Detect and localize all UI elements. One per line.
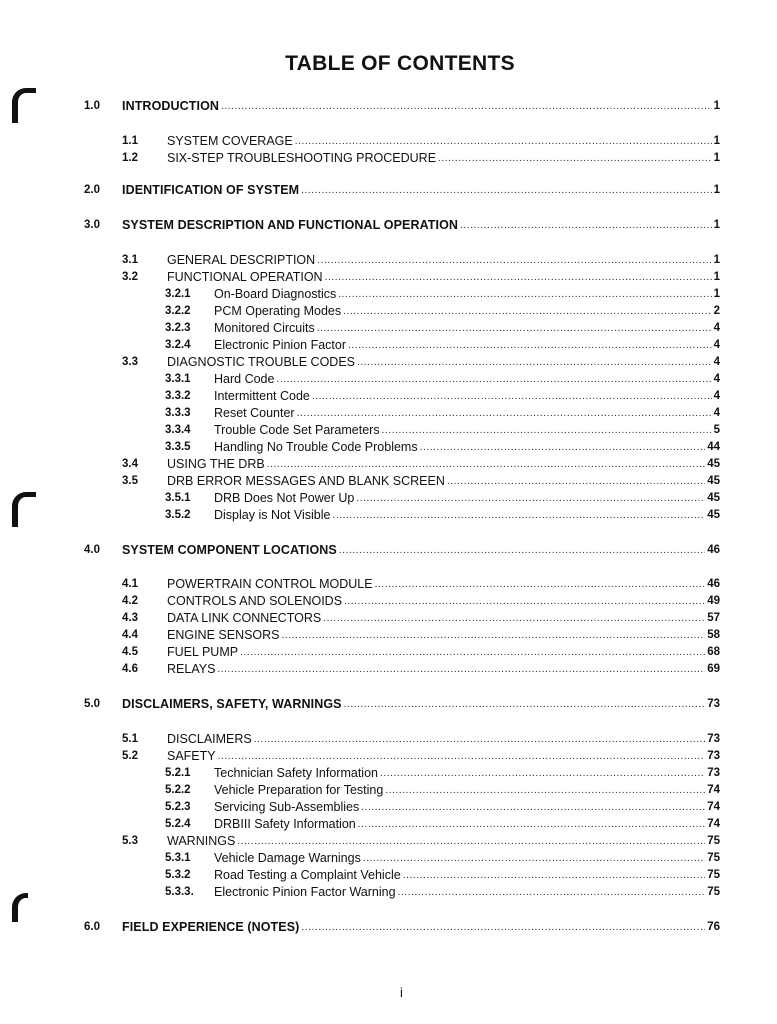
toc-number: 5.2.4 — [165, 818, 191, 830]
toc-number: 5.3.3. — [165, 886, 194, 898]
toc-number: 3.4 — [122, 458, 138, 470]
toc-number: 3.2.2 — [165, 305, 191, 317]
toc-page-number: 75 — [707, 869, 720, 881]
dot-leader — [301, 922, 705, 934]
toc-page-number: 74 — [707, 784, 720, 796]
toc-number: 5.3 — [122, 835, 138, 847]
dot-leader — [356, 493, 705, 505]
toc-entry[interactable] — [167, 832, 720, 848]
toc-label: FIELD EXPERIENCE (NOTES) — [122, 920, 300, 934]
toc-label: Road Testing a Complaint Vehicle — [214, 868, 401, 882]
toc-number: 4.6 — [122, 663, 138, 675]
toc-entry[interactable] — [214, 421, 720, 437]
dot-leader — [380, 768, 705, 780]
toc-entry[interactable] — [122, 541, 720, 557]
toc-page-number: 5 — [713, 424, 720, 436]
toc-entry[interactable] — [167, 660, 720, 676]
dot-leader — [254, 734, 705, 746]
toc-entry[interactable] — [214, 370, 720, 386]
toc-label: Servicing Sub-Assemblies — [214, 800, 360, 814]
toc-entry[interactable] — [167, 730, 720, 746]
toc-page-number: 68 — [707, 646, 720, 658]
toc-number: 3.5 — [122, 475, 138, 487]
toc-label: Trouble Code Set Parameters — [214, 423, 380, 437]
dot-leader — [276, 374, 711, 386]
toc-label: DRBIII Safety Information — [214, 817, 356, 831]
toc-page-number: 2 — [713, 305, 720, 317]
toc-page-number: 45 — [707, 475, 720, 487]
toc-label: Vehicle Damage Warnings — [214, 851, 361, 865]
binder-hole-mark — [12, 88, 36, 123]
toc-page-number: 74 — [707, 801, 720, 813]
toc-number: 3.2.3 — [165, 322, 191, 334]
toc-page-number: 4 — [713, 339, 720, 351]
toc-number: 3.2.4 — [165, 339, 191, 351]
toc-label: DATA LINK CONNECTORS — [167, 611, 322, 625]
toc-label: POWERTRAIN CONTROL MODULE — [167, 577, 373, 591]
toc-page-number: 46 — [707, 544, 720, 556]
toc-entry[interactable] — [214, 438, 720, 454]
toc-number: 4.0 — [84, 544, 100, 556]
toc-page-number: 73 — [707, 733, 720, 745]
dot-leader — [325, 272, 712, 284]
toc-entry[interactable] — [214, 336, 720, 352]
toc-number: 3.3.2 — [165, 390, 191, 402]
toc-entry[interactable] — [167, 747, 720, 763]
toc-number: 3.2.1 — [165, 288, 191, 300]
toc-label: Electronic Pinion Factor — [214, 338, 347, 352]
toc-number: 5.3.1 — [165, 852, 191, 864]
toc-label: DIAGNOSTIC TROUBLE CODES — [167, 355, 355, 369]
dot-leader — [420, 442, 706, 454]
toc-page-number: 49 — [707, 595, 720, 607]
dot-leader — [385, 785, 705, 797]
toc-label: ENGINE SENSORS — [167, 628, 280, 642]
dot-leader — [221, 101, 712, 113]
toc-label: IDENTIFICATION OF SYSTEM — [122, 183, 300, 197]
toc-number: 1.2 — [122, 152, 138, 164]
toc-page-number: 73 — [707, 767, 720, 779]
toc-label: SIX-STEP TROUBLESHOOTING PROCEDURE — [167, 151, 437, 165]
toc-entry[interactable] — [214, 489, 720, 505]
binder-hole-mark — [12, 893, 28, 922]
toc-number: 4.3 — [122, 612, 138, 624]
dot-leader — [348, 340, 712, 352]
toc-label: Electronic Pinion Factor Warning — [214, 885, 396, 899]
dot-leader — [343, 306, 711, 318]
toc-entry[interactable] — [214, 302, 720, 318]
dot-leader — [438, 153, 712, 165]
dot-leader — [217, 664, 705, 676]
toc-number: 3.5.1 — [165, 492, 191, 504]
toc-number: 5.0 — [84, 698, 100, 710]
toc-entry[interactable] — [214, 883, 720, 899]
toc-page-number: 75 — [707, 852, 720, 864]
toc-entry[interactable] — [122, 918, 720, 934]
toc-page-number: 4 — [713, 407, 720, 419]
toc-label: GENERAL DESCRIPTION — [167, 253, 316, 267]
toc-number: 5.3.2 — [165, 869, 191, 881]
toc-page-number: 4 — [713, 356, 720, 368]
toc-page-number: 74 — [707, 818, 720, 830]
toc-page-number: 45 — [707, 492, 720, 504]
toc-number: 3.3.5 — [165, 441, 191, 453]
toc-entry[interactable] — [167, 455, 720, 471]
toc-entry[interactable] — [167, 268, 720, 284]
toc-entry[interactable] — [167, 643, 720, 659]
dot-leader — [237, 836, 705, 848]
dot-leader — [317, 255, 711, 267]
toc-label: Reset Counter — [214, 406, 295, 420]
toc-entry[interactable] — [214, 319, 720, 335]
dot-leader — [282, 630, 706, 642]
toc-number: 3.3.1 — [165, 373, 191, 385]
toc-entry[interactable] — [167, 626, 720, 642]
toc-entry[interactable] — [167, 575, 720, 591]
toc-page-number: 1 — [713, 271, 720, 283]
dot-leader — [339, 545, 705, 557]
toc-entry[interactable] — [122, 216, 720, 232]
toc-number: 5.2.3 — [165, 801, 191, 813]
toc-page-number: 1 — [713, 135, 720, 147]
toc-page-number: 1 — [713, 184, 720, 196]
dot-leader — [218, 751, 706, 763]
toc-number: 1.1 — [122, 135, 138, 147]
toc-label: USING THE DRB — [167, 457, 265, 471]
toc-page-number: 4 — [713, 373, 720, 385]
toc-entry[interactable] — [214, 781, 720, 797]
toc-entry[interactable] — [167, 609, 720, 625]
toc-label: Intermittent Code — [214, 389, 310, 403]
dot-leader — [361, 802, 705, 814]
toc-label: WARNINGS — [167, 834, 236, 848]
dot-leader — [375, 579, 706, 591]
toc-label: RELAYS — [167, 662, 216, 676]
toc-label: Display is Not Visible — [214, 508, 331, 522]
toc-entry[interactable] — [122, 181, 720, 197]
toc-number: 6.0 — [84, 921, 100, 933]
toc-label: SYSTEM COVERAGE — [167, 134, 293, 148]
dot-leader — [338, 289, 711, 301]
toc-page-number: 46 — [707, 578, 720, 590]
toc-entry[interactable] — [214, 506, 720, 522]
toc-entry[interactable] — [214, 798, 720, 814]
toc-entry[interactable] — [214, 866, 720, 882]
dot-leader — [363, 853, 705, 865]
toc-label: DRB Does Not Power Up — [214, 491, 355, 505]
dot-leader — [323, 613, 705, 625]
toc-label: Handling No Trouble Code Problems — [214, 440, 418, 454]
toc-page-number: 75 — [707, 886, 720, 898]
toc-number: 4.2 — [122, 595, 138, 607]
dot-leader — [317, 323, 712, 335]
toc-entry[interactable] — [214, 764, 720, 780]
toc-number: 5.2.1 — [165, 767, 191, 779]
toc-number: 4.1 — [122, 578, 138, 590]
toc-label: DISCLAIMERS — [167, 732, 252, 746]
toc-page-number: 4 — [713, 322, 720, 334]
toc-page-number: 58 — [707, 629, 720, 641]
toc-label: INTRODUCTION — [122, 99, 220, 113]
toc-number: 3.3 — [122, 356, 138, 368]
toc-entry[interactable] — [214, 849, 720, 865]
toc-label: FUEL PUMP — [167, 645, 239, 659]
page-title: TABLE OF CONTENTS — [285, 52, 515, 75]
toc-label: FUNCTIONAL OPERATION — [167, 270, 323, 284]
dot-leader — [332, 510, 705, 522]
dot-leader — [312, 391, 712, 403]
toc-number: 3.3.4 — [165, 424, 191, 436]
toc-entry[interactable] — [122, 695, 720, 711]
toc-number: 2.0 — [84, 184, 100, 196]
toc-page-number: 1 — [713, 219, 720, 231]
toc-page-number: 57 — [707, 612, 720, 624]
dot-leader — [267, 459, 706, 471]
dot-leader — [240, 647, 705, 659]
dot-leader — [344, 699, 706, 711]
dot-leader — [301, 185, 711, 197]
toc-label: CONTROLS AND SOLENOIDS — [167, 594, 343, 608]
toc-number: 3.1 — [122, 254, 138, 266]
dot-leader — [344, 596, 705, 608]
toc-entry[interactable] — [167, 149, 720, 165]
toc-number: 5.2 — [122, 750, 138, 762]
toc-entry[interactable] — [167, 132, 720, 148]
toc-entry[interactable] — [214, 387, 720, 403]
toc-label: DISCLAIMERS, SAFETY, WARNINGS — [122, 697, 342, 711]
toc-number: 3.3.3 — [165, 407, 191, 419]
dot-leader — [382, 425, 712, 437]
dot-leader — [295, 136, 712, 148]
toc-page-number: 1 — [713, 100, 720, 112]
toc-number: 5.2.2 — [165, 784, 191, 796]
toc-label: Technician Safety Information — [214, 766, 378, 780]
toc-label: SAFETY — [167, 749, 216, 763]
toc-page-number: 44 — [707, 441, 720, 453]
dot-leader — [403, 870, 706, 882]
toc-page-number: 73 — [707, 698, 720, 710]
toc-label: DRB ERROR MESSAGES AND BLANK SCREEN — [167, 474, 445, 488]
dot-leader — [398, 887, 706, 899]
dot-leader — [460, 220, 712, 232]
toc-entry[interactable] — [214, 285, 720, 301]
toc-entry[interactable] — [214, 815, 720, 831]
toc-label: On-Board Diagnostics — [214, 287, 337, 301]
toc-page-number: 45 — [707, 509, 720, 521]
toc-label: SYSTEM DESCRIPTION AND FUNCTIONAL OPERATION — [122, 218, 459, 232]
toc-number: 4.4 — [122, 629, 138, 641]
toc-label: SYSTEM COMPONENT LOCATIONS — [122, 543, 337, 557]
toc-page-number: 4 — [713, 390, 720, 402]
toc-page-number: 73 — [707, 750, 720, 762]
toc-entry[interactable] — [167, 251, 720, 267]
toc-number: 3.2 — [122, 271, 138, 283]
dot-leader — [358, 819, 705, 831]
toc-label: Hard Code — [214, 372, 275, 386]
page-number: i — [400, 985, 403, 1000]
toc-page-number: 76 — [707, 921, 720, 933]
toc-entry[interactable] — [122, 97, 720, 113]
binder-hole-mark — [12, 492, 36, 527]
toc-number: 4.5 — [122, 646, 138, 658]
toc-number: 3.0 — [84, 219, 100, 231]
toc-entry[interactable] — [167, 353, 720, 369]
toc-entry[interactable] — [167, 592, 720, 608]
toc-page-number: 1 — [713, 152, 720, 164]
dot-leader — [357, 357, 712, 369]
toc-page-number: 1 — [713, 288, 720, 300]
dot-leader — [447, 476, 705, 488]
toc-label: Monitored Circuits — [214, 321, 315, 335]
toc-page-number: 69 — [707, 663, 720, 675]
toc-page-number: 45 — [707, 458, 720, 470]
toc-number: 5.1 — [122, 733, 138, 745]
toc-number: 1.0 — [84, 100, 100, 112]
toc-entry[interactable] — [214, 404, 720, 420]
toc-label: Vehicle Preparation for Testing — [214, 783, 384, 797]
toc-label: PCM Operating Modes — [214, 304, 342, 318]
toc-number: 3.5.2 — [165, 509, 191, 521]
toc-entry[interactable] — [167, 472, 720, 488]
toc-page-number: 1 — [713, 254, 720, 266]
dot-leader — [297, 408, 712, 420]
toc-page-number: 75 — [707, 835, 720, 847]
